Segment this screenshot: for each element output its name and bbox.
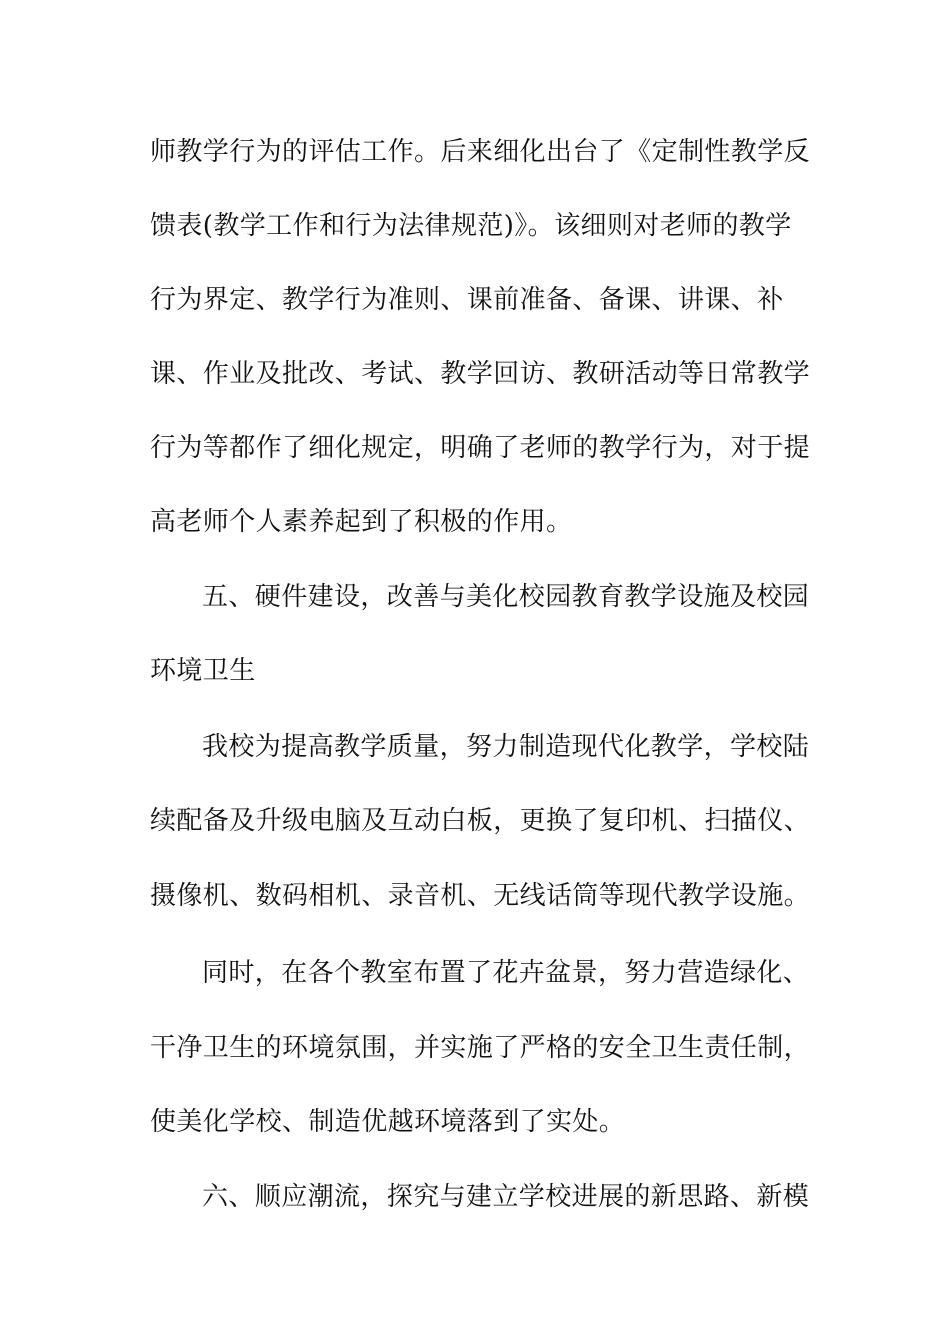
text-line: 续配备及升级电脑及互动白板，更换了复印机、扫描仪、 <box>150 806 811 836</box>
text-line: 师教学行为的评估工作。后来细化出台了《定制性教学反 <box>150 137 811 167</box>
section-heading: 六、顺应潮流，探究与建立学校进展的新思路、新模 <box>202 1182 810 1212</box>
text-line: 课、作业及批改、考试、教学回访、教研活动等日常教学 <box>150 359 811 389</box>
text-line: 馈表(教学工作和行为法律规范)》。该细则对老师的教学 <box>150 211 792 241</box>
text-line: 使美化学校、制造优越环境落到了实处。 <box>150 1107 626 1137</box>
section-heading: 五、硬件建设，改善与美化校园教育教学设施及校园 <box>202 582 810 612</box>
text-line: 摄像机、数码相机、录音机、无线话筒等现代教学设施。 <box>150 881 811 911</box>
text-line: 行为界定、教学行为准则、课前准备、备课、讲课、补 <box>150 285 784 315</box>
text-line: 高老师个人素养起到了积极的作用。 <box>150 507 573 537</box>
text-line: 同时，在各个教室布置了花卉盆景，努力营造绿化、 <box>202 958 810 988</box>
text-line: 干净卫生的环境氛围，并实施了严格的安全卫生责任制， <box>150 1033 811 1063</box>
section-heading-continued: 环境卫生 <box>150 656 256 686</box>
text-line: 行为等都作了细化规定，明确了老师的教学行为，对于提 <box>150 433 811 463</box>
text-line: 我校为提高教学质量，努力制造现代化教学，学校陆 <box>202 732 810 762</box>
